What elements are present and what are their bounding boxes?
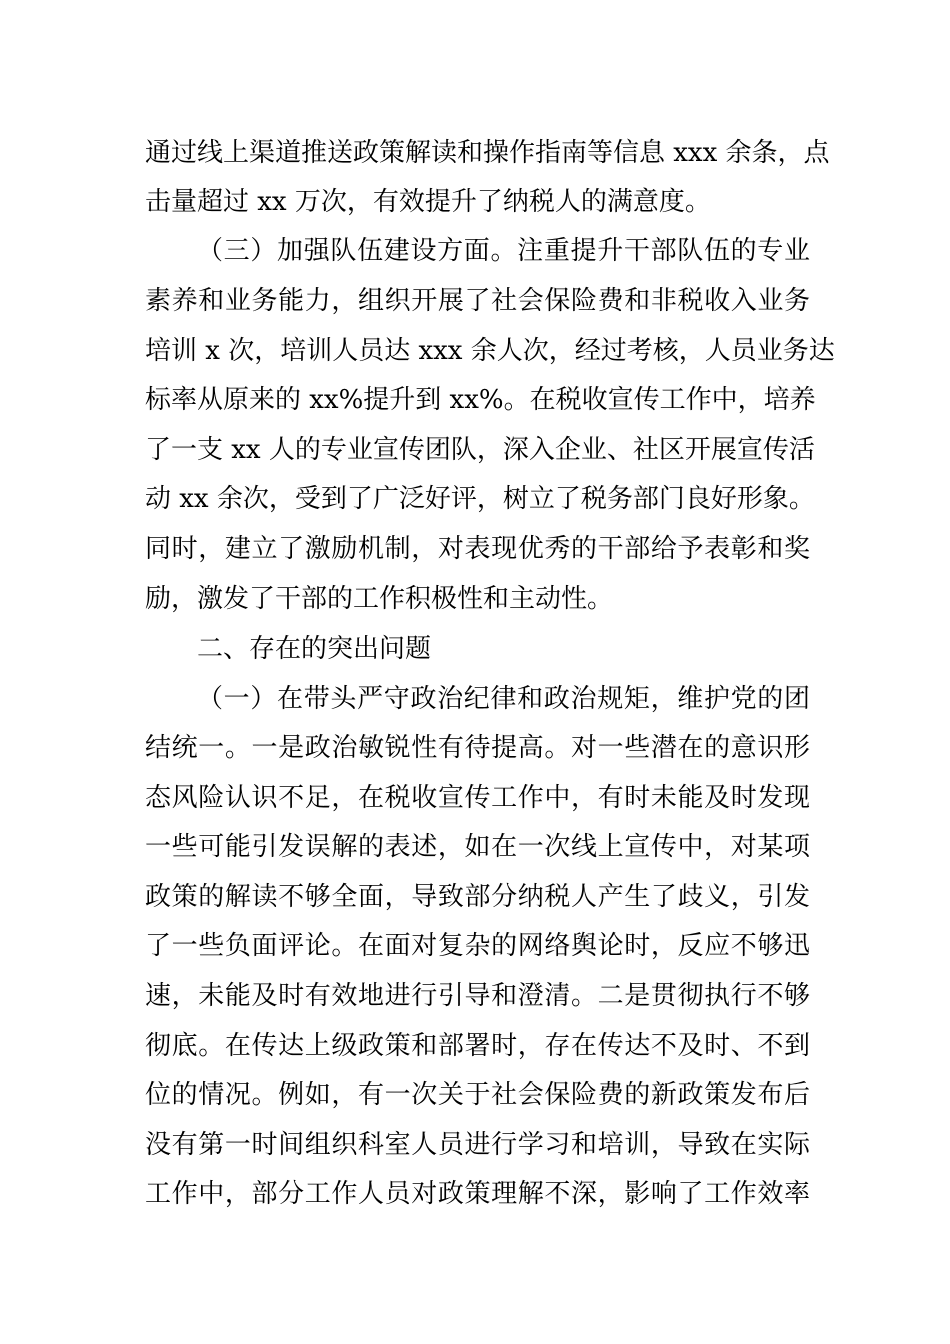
body-text-line: 结统一。一是政治敏锐性有待提高。对一些潜在的意识形 xyxy=(145,733,810,763)
body-text-line: 励，激发了干部的工作积极性和主动性。 xyxy=(145,584,614,614)
body-text-line: 击量超过 xx 万次，有效提升了纳税人的满意度。 xyxy=(145,187,711,217)
body-text-line: 标率从原来的 xx%提升到 xx%。在税收宣传工作中，培养 xyxy=(145,385,816,415)
body-text-line: 素养和业务能力，组织开展了社会保险费和非税收入业务 xyxy=(145,286,810,316)
body-text-line: 了一支 xx 人的专业宣传团队，深入企业、社区开展宣传活 xyxy=(145,435,815,465)
body-text-line: 同时，建立了激励机制，对表现优秀的干部给予表彰和奖 xyxy=(145,534,810,564)
section-heading-line: （三）加强队伍建设方面。注重提升干部队伍的专业 xyxy=(197,236,810,266)
chapter-heading: 二、存在的突出问题 xyxy=(197,634,432,664)
body-text-line: 速，未能及时有效地进行引导和澄清。二是贯彻执行不够 xyxy=(145,981,810,1011)
body-text-line: 一些可能引发误解的表述，如在一次线上宣传中，对某项 xyxy=(145,832,810,862)
body-text-line: 彻底。在传达上级政策和部署时，存在传达不及时、不到 xyxy=(145,1031,810,1061)
body-text-line: 动 xx 余次，受到了广泛好评，树立了税务部门良好形象。 xyxy=(145,484,815,514)
body-text-line: 了一些负面评论。在面对复杂的网络舆论时，反应不够迅 xyxy=(145,931,810,961)
body-text-line: 工作中，部分工作人员对政策理解不深，影响了工作效率 xyxy=(145,1179,810,1209)
body-text-line: 位的情况。例如，有一次关于社会保险费的新政策发布后 xyxy=(145,1080,810,1110)
section-heading-line: （一）在带头严守政治纪律和政治规矩，维护党的团 xyxy=(197,684,810,714)
body-text-line: 政策的解读不够全面，导致部分纳税人产生了歧义，引发 xyxy=(145,882,810,912)
body-text-line: 培训 x 次，培训人员达 xxx 余人次，经过考核，人员业务达 xyxy=(145,336,835,366)
body-text-line: 态风险认识不足，在税收宣传工作中，有时未能及时发现 xyxy=(145,783,810,813)
body-text-line: 没有第一时间组织科室人员进行学习和培训，导致在实际 xyxy=(145,1130,810,1160)
body-text-line: 通过线上渠道推送政策解读和操作指南等信息 xxx 余条，点 xyxy=(145,138,830,168)
